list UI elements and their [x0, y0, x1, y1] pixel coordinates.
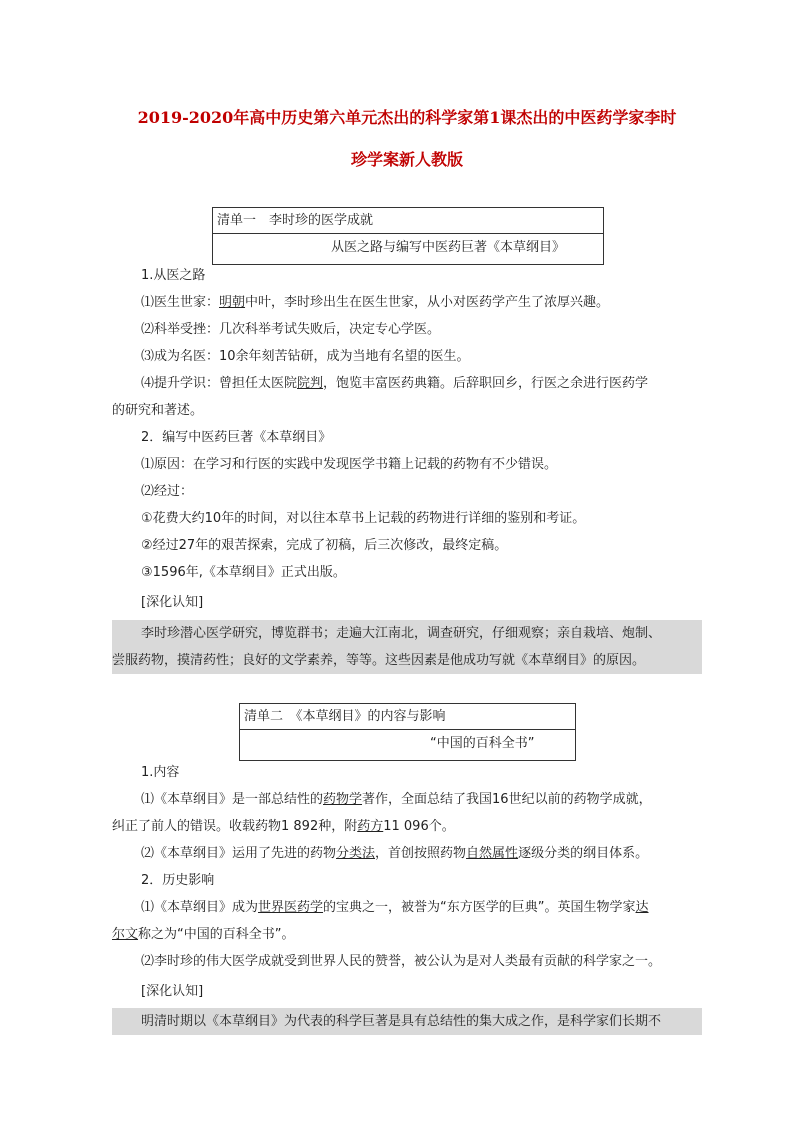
deep-understanding-text: 李时珍潜心医学研究，博览群书；走遍大江南北，调查研究，仔细观察；亲自栽培、炮制、	[141, 626, 662, 641]
document-title-line-1: 2019-2020年高中历史第六单元杰出的科学家第1课杰出的中医药学家李时	[137, 108, 677, 127]
paragraph: ⑵李时珍的伟大医学成就受到世界人民的赞誉，被公认为是对人类最有贡献的科学家之一。	[141, 954, 662, 969]
summary-box-2-subtitle: “中国的百科全书”	[430, 736, 535, 751]
list-item: ②经过27年的艰苦探索，完成了初稿，后三次修改，最终定稿。	[141, 538, 508, 553]
list-item: ③1596年,《本草纲目》正式出版。	[141, 565, 346, 580]
paragraph: ⑴原因：在学习和行医的实践中发现医学书籍上记载的药物有不少错误。	[141, 457, 558, 472]
paragraph: ⑴《本草纲目》成为世界医药学的宝典之一，被誉为“东方医学的巨典”。英国生物学家达	[141, 900, 649, 915]
section-heading: 2．编写中医药巨著《本草纲目》	[141, 430, 332, 445]
paragraph-continuation: 纠正了前人的错误。收载药物1 892种，附药方11 096个。	[112, 819, 455, 834]
paragraph: ⑵经过：	[141, 484, 194, 499]
deep-understanding-text: 明清时期以《本草纲目》为代表的科学巨著是具有总结性的集大成之作，是科学家们长期不	[141, 1014, 662, 1029]
paragraph-continuation: 尔文称之为“中国的百科全书”。	[112, 927, 295, 942]
summary-box-2	[239, 703, 576, 761]
deep-understanding-label: [深化认知]	[141, 595, 204, 610]
paragraph: ⑵《本草纲目》运用了先进的药物分类法，首创按照药物自然属性逐级分类的纲目体系。	[141, 846, 649, 861]
summary-box-1-label: 清单一 李时珍的医学成就	[213, 208, 603, 234]
deep-understanding-block	[112, 620, 702, 674]
paragraph: ⑵科举受挫：几次科举考试失败后，决定专心学医。	[141, 322, 441, 337]
deep-understanding-label: [深化认知]	[141, 984, 204, 999]
summary-box-1	[212, 207, 604, 265]
document-title-line-2: 珍学案新人教版	[350, 150, 463, 169]
section-heading: 1.内容	[141, 765, 180, 780]
paragraph: ⑶成为名医：10余年刻苦钻研，成为当地有名望的医生。	[141, 349, 470, 364]
summary-box-1-subtitle: 从医之路与编写中医药巨著《本草纲目》	[331, 240, 566, 255]
list-item: ①花费大约10年的时间，对以往本草书上记载的药物进行详细的鉴别和考证。	[141, 511, 586, 526]
section-heading: 2．历史影响	[141, 873, 215, 888]
paragraph: ⑴《本草纲目》是一部总结性的药物学著作，全面总结了我国16世纪以前的药物学成就，	[141, 792, 652, 807]
paragraph: ⑴医生世家：明朝中叶，李时珍出生在医生世家，从小对医药学产生了浓厚兴趣。	[141, 295, 610, 310]
section-heading: 1.从医之路	[141, 268, 206, 283]
paragraph-continuation: 的研究和著述。	[112, 403, 204, 418]
deep-understanding-text: 尝服药物，摸清药性；良好的文学素养，等等。这些因素是他成功写就《本草纲目》的原因。	[112, 653, 646, 668]
paragraph: ⑷提升学识：曾担任太医院院判，饱览丰富医药典籍。后辞职回乡，行医之余进行医药学	[141, 376, 649, 391]
summary-box-2-label: 清单二 《本草纲目》的内容与影响	[240, 704, 575, 730]
deep-understanding-block	[112, 1008, 702, 1035]
